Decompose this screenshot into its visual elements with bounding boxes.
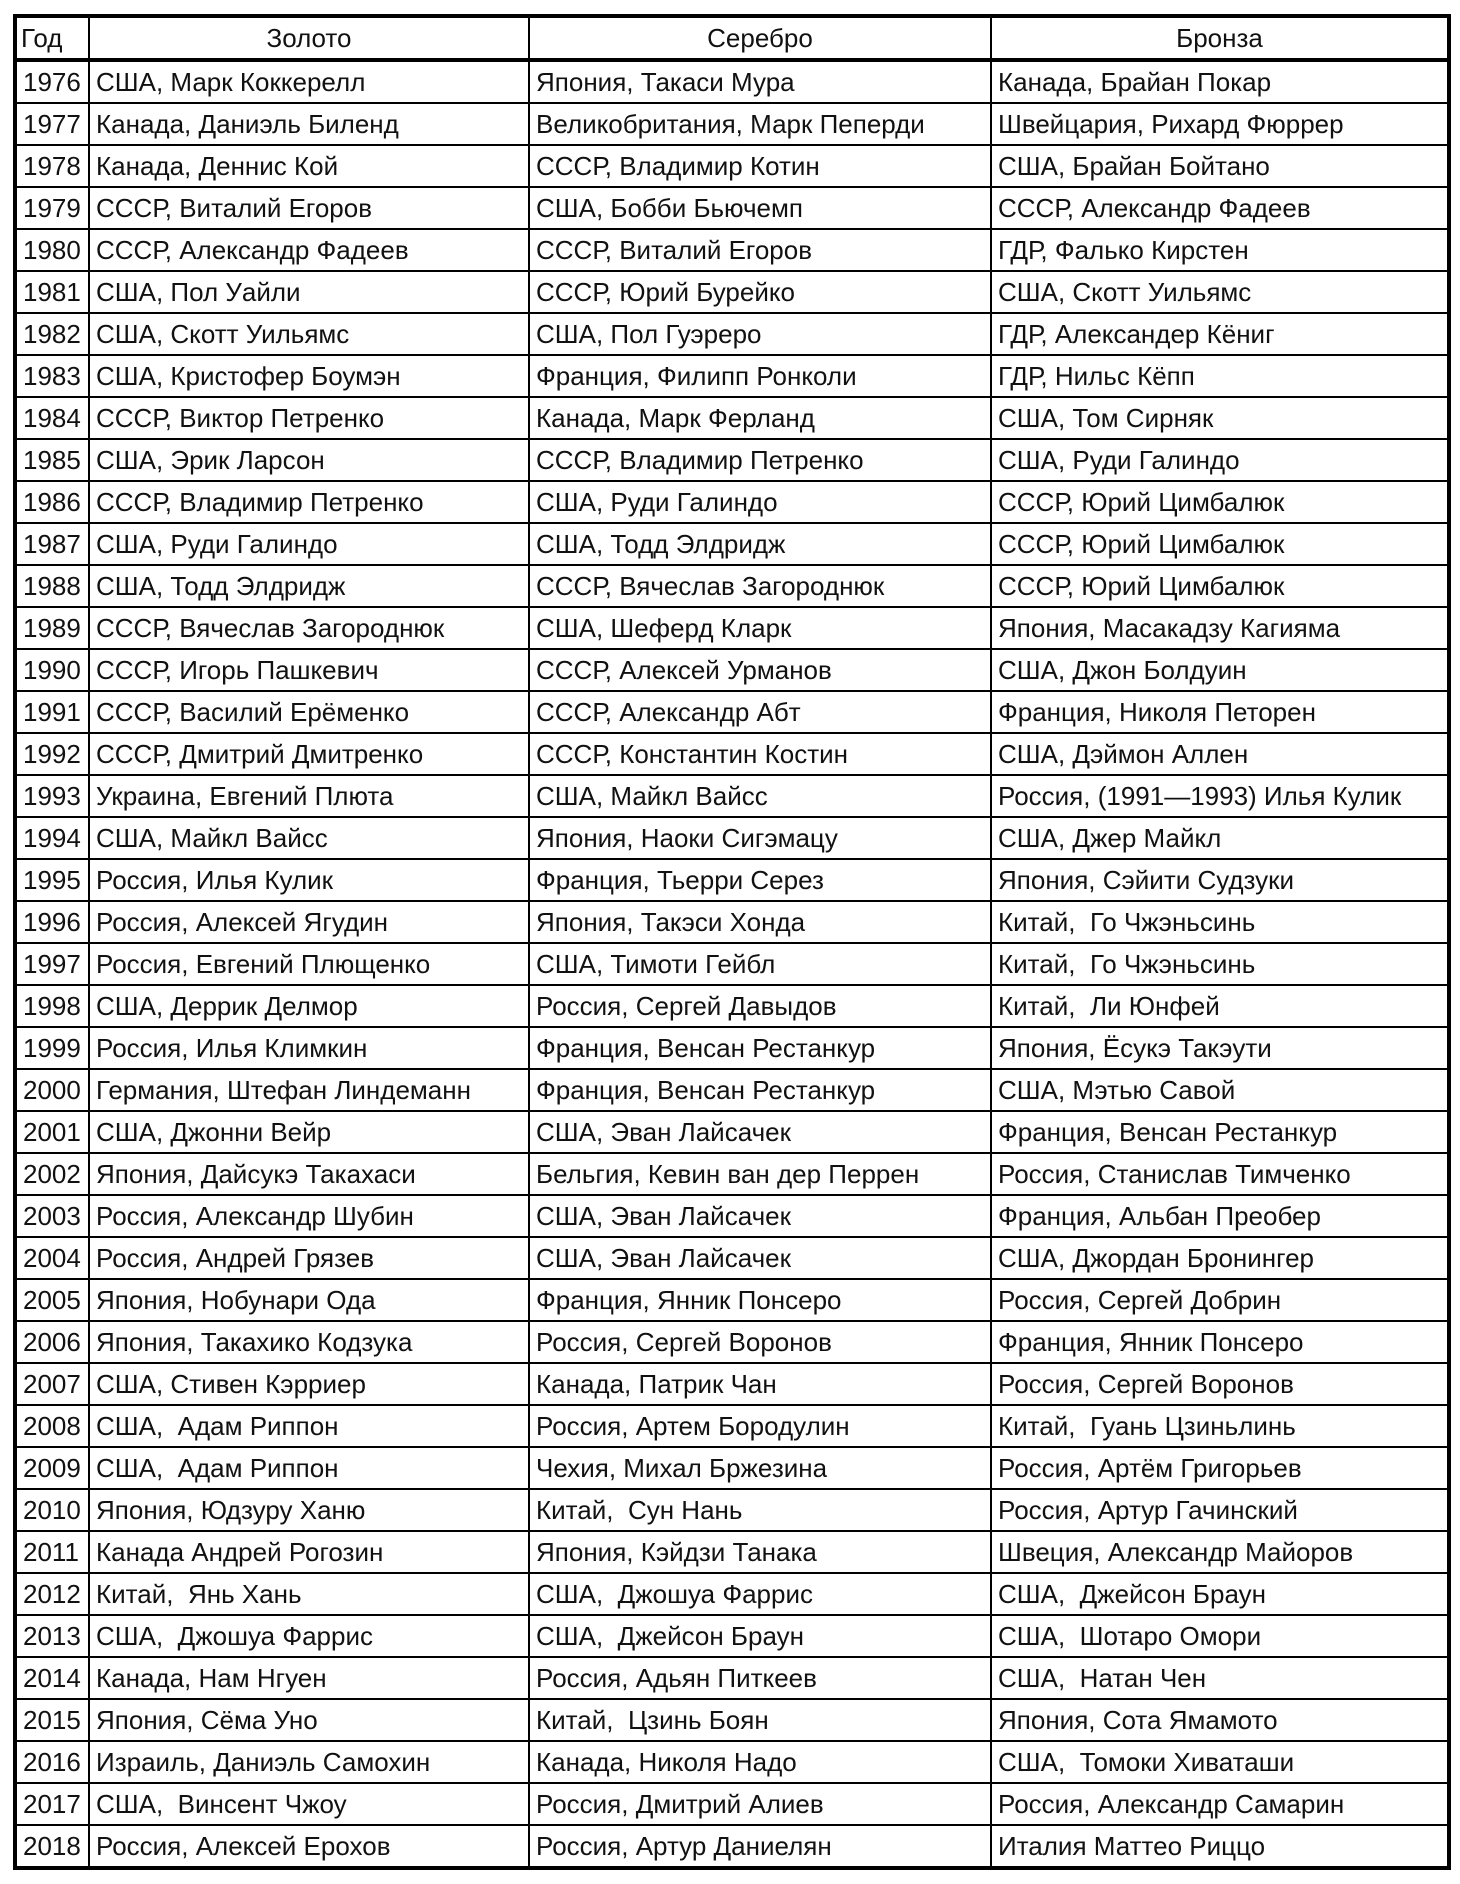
year-cell: 1998 [15, 985, 89, 1027]
gold-cell: Япония, Юдзуру Ханю [89, 1489, 529, 1531]
table-row [15, 1195, 1449, 1237]
gold-cell: СССР, Вячеслав Загороднюк [89, 607, 529, 649]
bronze-cell: Япония, Ёсукэ Такэути [991, 1027, 1449, 1069]
gold-cell: Канада, Даниэль Биленд [89, 103, 529, 145]
bronze-cell: Китай, Го Чжэньсинь [991, 901, 1449, 943]
year-cell: 2007 [15, 1363, 89, 1405]
year-cell: 2006 [15, 1321, 89, 1363]
gold-cell: СССР, Виталий Егоров [89, 187, 529, 229]
silver-cell: Китай, Сун Нань [529, 1489, 991, 1531]
gold-cell: США, Майкл Вайсс [89, 817, 529, 859]
silver-cell: Франция, Тьерри Серез [529, 859, 991, 901]
bronze-cell: США, Джон Болдуин [991, 649, 1449, 691]
gold-cell: Япония, Такахико Кодзука [89, 1321, 529, 1363]
table-row [15, 1531, 1449, 1573]
table-row [15, 1825, 1449, 1868]
silver-cell: Россия, Сергей Давыдов [529, 985, 991, 1027]
table-row [15, 1363, 1449, 1405]
silver-cell: Чехия, Михал Бржезина [529, 1447, 991, 1489]
year-cell: 1977 [15, 103, 89, 145]
table-row [15, 817, 1449, 859]
table-body [15, 60, 1449, 1868]
gold-cell: Россия, Евгений Плющенко [89, 943, 529, 985]
bronze-cell: США, Руди Галиндо [991, 439, 1449, 481]
year-cell: 1989 [15, 607, 89, 649]
year-cell: 1992 [15, 733, 89, 775]
silver-cell: Франция, Янник Понсеро [529, 1279, 991, 1321]
silver-cell: Япония, Такаси Мура [529, 60, 991, 103]
table-row [15, 1783, 1449, 1825]
bronze-cell: Китай, Гуань Цзиньлинь [991, 1405, 1449, 1447]
gold-cell: Израиль, Даниэль Самохин [89, 1741, 529, 1783]
year-cell: 1978 [15, 145, 89, 187]
table-row [15, 1111, 1449, 1153]
table-row [15, 103, 1449, 145]
gold-cell: Россия, Алексей Ерохов [89, 1825, 529, 1868]
gold-cell: США, Эрик Ларсон [89, 439, 529, 481]
year-cell: 1999 [15, 1027, 89, 1069]
year-cell: 1997 [15, 943, 89, 985]
table-row [15, 901, 1449, 943]
bronze-cell: Россия, Александр Самарин [991, 1783, 1449, 1825]
year-cell: 1981 [15, 271, 89, 313]
bronze-cell: Япония, Масакадзу Кагияма [991, 607, 1449, 649]
bronze-cell: ГДР, Нильс Кёпп [991, 355, 1449, 397]
table-row [15, 649, 1449, 691]
table-row [15, 145, 1449, 187]
table-row [15, 355, 1449, 397]
medal-table-sheet [13, 14, 1447, 1870]
bronze-cell: Россия, Артур Гачинский [991, 1489, 1449, 1531]
year-cell: 1984 [15, 397, 89, 439]
gold-cell: США, Деррик Делмор [89, 985, 529, 1027]
table-row [15, 607, 1449, 649]
silver-cell: Канада, Патрик Чан [529, 1363, 991, 1405]
table-row [15, 565, 1449, 607]
silver-cell: СССР, Александр Абт [529, 691, 991, 733]
year-cell: 2012 [15, 1573, 89, 1615]
gold-cell: СССР, Игорь Пашкевич [89, 649, 529, 691]
bronze-cell: США, Том Сирняк [991, 397, 1449, 439]
table-row [15, 481, 1449, 523]
silver-cell: США, Джошуа Фаррис [529, 1573, 991, 1615]
gold-cell: Япония, Нобунари Ода [89, 1279, 529, 1321]
header-year: Год [15, 16, 89, 60]
gold-cell: США, Марк Коккерелл [89, 60, 529, 103]
table-row [15, 1447, 1449, 1489]
bronze-cell: США, Джордан Бронингер [991, 1237, 1449, 1279]
table-row [15, 733, 1449, 775]
table-row [15, 691, 1449, 733]
bronze-cell: США, Томоки Хиваташи [991, 1741, 1449, 1783]
gold-cell: Россия, Илья Климкин [89, 1027, 529, 1069]
bronze-cell: Россия, Станислав Тимченко [991, 1153, 1449, 1195]
gold-cell: США, Кристофер Боумэн [89, 355, 529, 397]
year-cell: 1986 [15, 481, 89, 523]
table-row [15, 1741, 1449, 1783]
table-row [15, 1237, 1449, 1279]
year-cell: 2000 [15, 1069, 89, 1111]
silver-cell: СССР, Константин Костин [529, 733, 991, 775]
gold-cell: США, Стивен Кэрриер [89, 1363, 529, 1405]
table-row [15, 397, 1449, 439]
year-cell: 2013 [15, 1615, 89, 1657]
table-row [15, 187, 1449, 229]
bronze-cell: ГДР, Фалько Кирстен [991, 229, 1449, 271]
gold-cell: США, Скотт Уильямс [89, 313, 529, 355]
bronze-cell: США, Дэймон Аллен [991, 733, 1449, 775]
gold-cell: Россия, Александр Шубин [89, 1195, 529, 1237]
year-cell: 1990 [15, 649, 89, 691]
table-row [15, 313, 1449, 355]
bronze-cell: Франция, Янник Понсеро [991, 1321, 1449, 1363]
gold-cell: Канада, Нам Нгуен [89, 1657, 529, 1699]
bronze-cell: Франция, Альбан Преобер [991, 1195, 1449, 1237]
bronze-cell: США, Джер Майкл [991, 817, 1449, 859]
header-row [15, 16, 1449, 60]
year-cell: 1993 [15, 775, 89, 817]
gold-cell: Россия, Илья Кулик [89, 859, 529, 901]
header-bronze: Бронза [991, 16, 1449, 60]
bronze-cell: США, Мэтью Савой [991, 1069, 1449, 1111]
silver-cell: США, Джейсон Браун [529, 1615, 991, 1657]
table-row [15, 859, 1449, 901]
gold-cell: США, Джонни Вейр [89, 1111, 529, 1153]
year-cell: 1987 [15, 523, 89, 565]
table-row [15, 1153, 1449, 1195]
gold-cell: США, Адам Риппон [89, 1405, 529, 1447]
table-row [15, 1069, 1449, 1111]
year-cell: 2011 [15, 1531, 89, 1573]
silver-cell: Франция, Венсан Рестанкур [529, 1027, 991, 1069]
year-cell: 2016 [15, 1741, 89, 1783]
gold-cell: СССР, Василий Ерёменко [89, 691, 529, 733]
year-cell: 2008 [15, 1405, 89, 1447]
header-gold: Золото [89, 16, 529, 60]
bronze-cell: ГДР, Александер Кёниг [991, 313, 1449, 355]
gold-cell: США, Руди Галиндо [89, 523, 529, 565]
silver-cell: США, Майкл Вайсс [529, 775, 991, 817]
silver-cell: США, Бобби Бьючемп [529, 187, 991, 229]
year-cell: 1983 [15, 355, 89, 397]
bronze-cell: Китай, Ли Юнфей [991, 985, 1449, 1027]
silver-cell: СССР, Юрий Бурейко [529, 271, 991, 313]
bronze-cell: США, Шотаро Омори [991, 1615, 1449, 1657]
table-row [15, 1573, 1449, 1615]
table-row [15, 1657, 1449, 1699]
silver-cell: США, Эван Лайсачек [529, 1195, 991, 1237]
year-cell: 1996 [15, 901, 89, 943]
year-cell: 1980 [15, 229, 89, 271]
gold-cell: Россия, Алексей Ягудин [89, 901, 529, 943]
bronze-cell: Франция, Николя Петорен [991, 691, 1449, 733]
table-header [15, 16, 1449, 60]
table-row [15, 1027, 1449, 1069]
bronze-cell: Китай, Го Чжэньсинь [991, 943, 1449, 985]
silver-cell: Япония, Такэси Хонда [529, 901, 991, 943]
table-row [15, 271, 1449, 313]
gold-cell: США, Тодд Элдридж [89, 565, 529, 607]
medal-table [13, 14, 1451, 1870]
silver-cell: Китай, Цзинь Боян [529, 1699, 991, 1741]
silver-cell: СССР, Владимир Петренко [529, 439, 991, 481]
table-row [15, 1489, 1449, 1531]
bronze-cell: Канада, Брайан Покар [991, 60, 1449, 103]
gold-cell: Китай, Янь Хань [89, 1573, 529, 1615]
bronze-cell: США, Джейсон Браун [991, 1573, 1449, 1615]
silver-cell: США, Тимоти Гейбл [529, 943, 991, 985]
silver-cell: США, Пол Гуэреро [529, 313, 991, 355]
gold-cell: СССР, Виктор Петренко [89, 397, 529, 439]
gold-cell: Германия, Штефан Линдеманн [89, 1069, 529, 1111]
bronze-cell: Россия, (1991—1993) Илья Кулик [991, 775, 1449, 817]
bronze-cell: Россия, Сергей Воронов [991, 1363, 1449, 1405]
year-cell: 2014 [15, 1657, 89, 1699]
silver-cell: Россия, Артем Бородулин [529, 1405, 991, 1447]
silver-cell: Россия, Адьян Питкеев [529, 1657, 991, 1699]
table-row [15, 775, 1449, 817]
table-row [15, 60, 1449, 103]
bronze-cell: Россия, Артём Григорьев [991, 1447, 1449, 1489]
silver-cell: Канада, Николя Надо [529, 1741, 991, 1783]
bronze-cell: США, Брайан Бойтано [991, 145, 1449, 187]
gold-cell: СССР, Александр Фадеев [89, 229, 529, 271]
year-cell: 2004 [15, 1237, 89, 1279]
silver-cell: Россия, Дмитрий Алиев [529, 1783, 991, 1825]
bronze-cell: Швейцария, Рихард Фюррер [991, 103, 1449, 145]
silver-cell: США, Шеферд Кларк [529, 607, 991, 649]
table-row [15, 1279, 1449, 1321]
bronze-cell: Япония, Сота Ямамото [991, 1699, 1449, 1741]
silver-cell: Япония, Наоки Сигэмацу [529, 817, 991, 859]
table-row [15, 943, 1449, 985]
bronze-cell: Италия Маттео Риццо [991, 1825, 1449, 1868]
silver-cell: США, Эван Лайсачек [529, 1237, 991, 1279]
silver-cell: СССР, Владимир Котин [529, 145, 991, 187]
year-cell: 1979 [15, 187, 89, 229]
gold-cell: США, Адам Риппон [89, 1447, 529, 1489]
table-row [15, 229, 1449, 271]
silver-cell: Великобритания, Марк Пеперди [529, 103, 991, 145]
table-row [15, 1405, 1449, 1447]
gold-cell: Россия, Андрей Грязев [89, 1237, 529, 1279]
year-cell: 2003 [15, 1195, 89, 1237]
bronze-cell: США, Скотт Уильямс [991, 271, 1449, 313]
year-cell: 1982 [15, 313, 89, 355]
year-cell: 2009 [15, 1447, 89, 1489]
silver-cell: Франция, Венсан Рестанкур [529, 1069, 991, 1111]
gold-cell: Япония, Дайсукэ Такахаси [89, 1153, 529, 1195]
bronze-cell: СССР, Юрий Цимбалюк [991, 565, 1449, 607]
silver-cell: США, Эван Лайсачек [529, 1111, 991, 1153]
bronze-cell: Россия, Сергей Добрин [991, 1279, 1449, 1321]
gold-cell: США, Пол Уайли [89, 271, 529, 313]
year-cell: 2001 [15, 1111, 89, 1153]
year-cell: 2017 [15, 1783, 89, 1825]
header-silver: Серебро [529, 16, 991, 60]
gold-cell: Канада, Деннис Кой [89, 145, 529, 187]
year-cell: 1988 [15, 565, 89, 607]
year-cell: 2010 [15, 1489, 89, 1531]
silver-cell: США, Руди Галиндо [529, 481, 991, 523]
gold-cell: Украина, Евгений Плюта [89, 775, 529, 817]
table-row [15, 1699, 1449, 1741]
table-row [15, 1615, 1449, 1657]
year-cell: 1995 [15, 859, 89, 901]
silver-cell: Россия, Сергей Воронов [529, 1321, 991, 1363]
silver-cell: Япония, Кэйдзи Танака [529, 1531, 991, 1573]
bronze-cell: Швеция, Александр Майоров [991, 1531, 1449, 1573]
gold-cell: США, Джошуа Фаррис [89, 1615, 529, 1657]
table-row [15, 1321, 1449, 1363]
silver-cell: СССР, Алексей Урманов [529, 649, 991, 691]
gold-cell: СССР, Владимир Петренко [89, 481, 529, 523]
bronze-cell: СССР, Александр Фадеев [991, 187, 1449, 229]
bronze-cell: СССР, Юрий Цимбалюк [991, 481, 1449, 523]
silver-cell: Россия, Артур Даниелян [529, 1825, 991, 1868]
year-cell: 1991 [15, 691, 89, 733]
gold-cell: Канада Андрей Рогозин [89, 1531, 529, 1573]
bronze-cell: Франция, Венсан Рестанкур [991, 1111, 1449, 1153]
silver-cell: Канада, Марк Ферланд [529, 397, 991, 439]
gold-cell: Япония, Сёма Уно [89, 1699, 529, 1741]
silver-cell: Франция, Филипп Ронколи [529, 355, 991, 397]
year-cell: 2005 [15, 1279, 89, 1321]
year-cell: 1976 [15, 60, 89, 103]
year-cell: 2002 [15, 1153, 89, 1195]
year-cell: 1994 [15, 817, 89, 859]
year-cell: 1985 [15, 439, 89, 481]
gold-cell: США, Винсент Чжоу [89, 1783, 529, 1825]
bronze-cell: Япония, Сэйити Судзуки [991, 859, 1449, 901]
year-cell: 2015 [15, 1699, 89, 1741]
table-row [15, 439, 1449, 481]
silver-cell: США, Тодд Элдридж [529, 523, 991, 565]
silver-cell: СССР, Виталий Егоров [529, 229, 991, 271]
silver-cell: СССР, Вячеслав Загороднюк [529, 565, 991, 607]
gold-cell: СССР, Дмитрий Дмитренко [89, 733, 529, 775]
bronze-cell: США, Натан Чен [991, 1657, 1449, 1699]
bronze-cell: СССР, Юрий Цимбалюк [991, 523, 1449, 565]
table-row [15, 523, 1449, 565]
table-row [15, 985, 1449, 1027]
silver-cell: Бельгия, Кевин ван дер Перрен [529, 1153, 991, 1195]
year-cell: 2018 [15, 1825, 89, 1868]
